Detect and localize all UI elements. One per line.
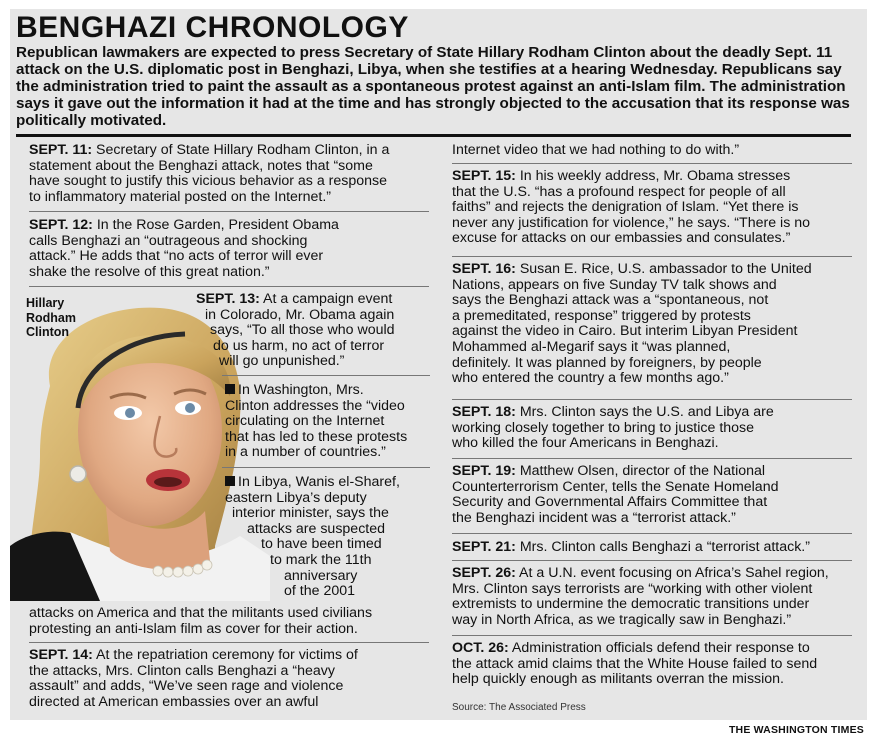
entry-sept-15: [452, 169, 852, 247]
entry-text: the attacks, Mrs. Clinton calls Benghazi a “heavy: [29, 662, 335, 679]
entry-date: SEPT. 15:: [452, 168, 516, 184]
entry-text: In Washington, Mrs.: [238, 382, 364, 398]
divider: [452, 458, 852, 459]
divider: [452, 635, 852, 636]
divider: [452, 533, 852, 534]
entry-text: never any justification for violence,” he says. “There is no: [452, 214, 811, 231]
entry-sept-14-continued: [452, 143, 852, 159]
entry-text: In his weekly address, Mr. Obama stresses: [515, 168, 791, 184]
entry-text: directed at American embassies over an awful: [29, 693, 319, 710]
entry-sept-21: [452, 540, 852, 556]
entry-text: help quickly enough as militants overran the mission.: [452, 671, 784, 688]
entry-date: SEPT. 19:: [452, 463, 516, 479]
entry-sept-19: [452, 464, 852, 526]
entry-text: calls Benghazi an “outrageous and shocking: [29, 232, 308, 249]
entry-text: circulating on the Internet: [225, 413, 385, 430]
entry-text: definitely. It was planned by foreigners, by people: [452, 354, 762, 371]
entry-text: working closely together to bring to justice those: [452, 419, 755, 436]
divider: [29, 642, 429, 643]
divider: [452, 256, 852, 257]
entry-text: in a number of countries.”: [225, 444, 386, 461]
entry-text: assault” and adds, “We’ve seen rage and violence: [29, 678, 344, 695]
entry-text: Matthew Olsen, director of the National: [515, 463, 766, 479]
entry-text: Administration officials defend their response to: [508, 640, 810, 656]
entry-sept-26: [452, 566, 852, 628]
header-rule: [16, 134, 851, 137]
entry-text: excuse for attacks on our embassies and consulates.”: [452, 230, 791, 247]
entry-text: At a campaign event: [259, 291, 393, 307]
entry-sept-11: [29, 143, 429, 205]
entry-text: attacks are suspected: [247, 520, 386, 537]
caption-line: Rodham: [26, 310, 76, 325]
entry-text: Nations, appears on five Sunday TV talk shows and: [452, 276, 777, 293]
entry-date: SEPT. 21:: [452, 539, 516, 555]
entry-sept-18: [452, 405, 852, 452]
divider: [452, 560, 852, 561]
entry-date: SEPT. 13:: [196, 291, 260, 307]
entry-text: Mohammed al-Megarif says it “was planned,: [452, 338, 731, 355]
entry-text: a premeditated, response” triggered by protests: [452, 307, 751, 324]
entry-washington: [225, 383, 435, 461]
entry-text: interior minister, says the: [232, 505, 389, 522]
entry-text: Counterterrorism Center, tells the Senate Homeland: [452, 478, 779, 495]
entry-sept-12: [29, 218, 429, 280]
photo-caption: [26, 296, 76, 340]
entry-date: SEPT. 12:: [29, 217, 93, 233]
divider: [222, 467, 430, 468]
entry-text: In Libya, Wanis el-Sharef,: [238, 474, 400, 490]
entry-text: Mrs. Clinton says the U.S. and Libya are: [515, 404, 774, 420]
divider: [29, 286, 429, 287]
entry-text: Internet video that we had nothing to do with.”: [452, 142, 740, 158]
entry-text: of the 2001: [284, 583, 355, 600]
entry-date: SEPT. 14:: [29, 647, 93, 663]
caption-line: Hillary: [26, 296, 65, 310]
caption-line: Clinton: [26, 325, 70, 339]
entry-text: Clinton addresses the “video: [225, 397, 405, 414]
entry-text: way in North Africa, as we tragically saw in Benghazi.”: [452, 611, 792, 628]
entry-text: protesting an anti-Islam film as cover for their action.: [29, 620, 358, 637]
entry-text: in Colorado, Mr. Obama again: [205, 306, 395, 323]
entry-text: At the repatriation ceremony for victims of: [92, 647, 358, 663]
entry-text: Secretary of State Hillary Rodham Clinton, in a: [92, 142, 390, 158]
bullet-square-icon: [225, 476, 235, 486]
entry-text: faiths” and rejects the denigration of Islam. “Yet there is: [452, 199, 799, 216]
page-title: BENGHAZI CHRONOLOGY: [16, 11, 409, 44]
entry-text: will go unpunished.”: [219, 353, 345, 370]
entry-text: the Benghazi incident was a “terrorist attack.”: [452, 509, 736, 526]
entry-text: Susan E. Rice, U.S. ambassador to the United: [515, 261, 812, 277]
entry-text: Security and Governmental Affairs Committee that: [452, 494, 768, 511]
entry-text: extremists to undermine the democratic transitions under: [452, 596, 810, 613]
entry-sept-14: [29, 648, 429, 710]
entry-text: shake the resolve of this great nation.”: [29, 263, 270, 280]
entry-sept-16: [452, 262, 852, 387]
entry-date: SEPT. 18:: [452, 404, 516, 420]
entry-libya: [225, 475, 435, 600]
entry-text: who entered the country a few months ago.”: [452, 370, 729, 387]
entry-text: do us harm, no act of terror: [213, 337, 385, 354]
entry-oct-26: [452, 641, 852, 688]
entry-date: SEPT. 26:: [452, 565, 516, 581]
entry-text: who killed the four Americans in Benghazi.: [452, 435, 719, 452]
entry-text: attack.” He adds that “no acts of terror will ever: [29, 248, 324, 265]
entry-text: have sought to justify this vicious behavior as a response: [29, 173, 388, 190]
bullet-square-icon: [225, 384, 235, 394]
entry-libya-continued: [29, 606, 439, 637]
entry-text: to inflammatory material posted on the Internet.”: [29, 188, 332, 205]
divider: [222, 375, 430, 376]
entry-text: the attack amid claims that the White House failed to send: [452, 655, 818, 672]
entry-text: attacks on America and that the militants used civilians: [29, 605, 373, 621]
entry-text: In the Rose Garden, President Obama: [92, 217, 339, 233]
entry-text: to have been timed: [261, 536, 382, 553]
publisher-credit: THE WASHINGTON TIMES: [728, 724, 864, 736]
intro-paragraph: Republican lawmakers are expected to press Secretary of State Hillary Rodham Clinton about the deadly Sept. 11 attack on the U.S. diplomatic post in Benghazi, Libya, when she testifies at a hearing Wednesday. Republicans say the administration tried to paint the assault as a spontaneous protest against an anti-Islam film. The administration says it gave out the information it had at the time and has strongly objected to the accusation that its response was politically motivated.: [16, 44, 850, 129]
entry-text: against the video in Cairo. But interim Libyan President: [452, 323, 798, 340]
entry-date: SEPT. 11:: [29, 142, 93, 158]
entry-text: says the Benghazi attack was a “spontaneous, not: [452, 292, 769, 309]
entry-date: SEPT. 16:: [452, 261, 516, 277]
entry-text: At a U.N. event focusing on Africa’s Sahel region,: [515, 565, 829, 581]
divider: [452, 399, 852, 400]
entry-text: to mark the 11th: [270, 551, 372, 568]
entry-text: anniversary: [284, 567, 358, 584]
entry-text: says, “To all those who would: [210, 322, 395, 339]
entry-sept-13: [196, 292, 436, 370]
entry-text: Mrs. Clinton says terrorists are “working with other violent: [452, 580, 813, 597]
entry-text: that the U.S. “has a profound respect for people of all: [452, 183, 786, 200]
entry-text: eastern Libya’s deputy: [225, 489, 367, 506]
entry-date: OCT. 26:: [452, 640, 509, 656]
entry-text: Mrs. Clinton calls Benghazi a “terrorist attack.”: [515, 539, 810, 555]
entry-text: statement about the Benghazi attack, notes that “some: [29, 157, 373, 174]
source-note: Source: The Associated Press: [452, 702, 586, 713]
divider: [29, 211, 429, 212]
entry-text: that has led to these protests: [225, 428, 408, 445]
divider: [452, 163, 852, 164]
